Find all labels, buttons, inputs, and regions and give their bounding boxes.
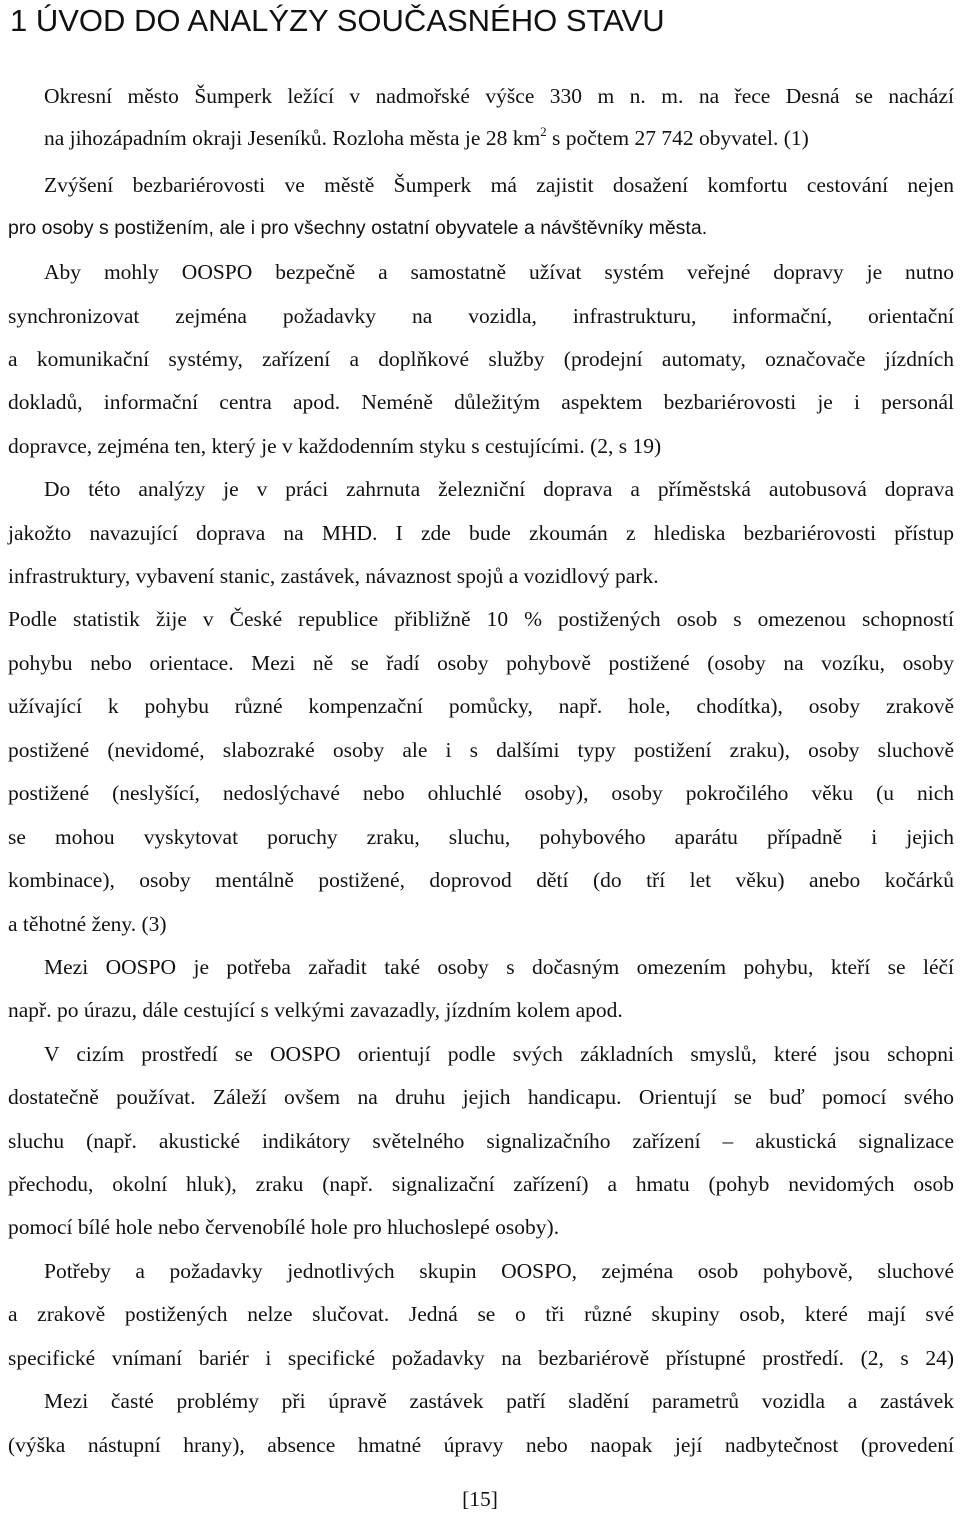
text-line: se mohou vyskytovat poruchy zraku, sluchu, pohybového aparátu případně i jejich bbox=[8, 825, 954, 849]
text-line: Mezi časté problémy při úpravě zastávek patří sladění parametrů vozidla a zastávek bbox=[44, 1389, 954, 1413]
text-line: a těhotné ženy. (3) bbox=[8, 912, 167, 936]
text-line: dostatečně používat. Záleží ovšem na druhu jejich handicapu. Orientují se buď pomocí svého bbox=[8, 1085, 954, 1109]
section-heading: 1 ÚVOD DO ANALÝZY SOUČASNÉHO STAVU bbox=[10, 3, 665, 38]
text-line bbox=[44, 116, 954, 160]
text-line: Aby mohly OOSPO bezpečně a samostatně užívat systém veřejné dopravy je nutno bbox=[44, 260, 954, 284]
text-line: (výška nástupní hrany), absence hmatné úpravy nebo naopak její nadbytečnost (provedení bbox=[8, 1433, 954, 1457]
text-line: Do této analýzy je v práci zahrnuta železniční doprava a příměstská autobusová doprava bbox=[44, 477, 954, 501]
text-line: postižené (nevidomé, slabozraké osoby ale i s dalšími typy postižení zraku), osoby sluchově bbox=[8, 738, 954, 762]
text-line: a zrakově postižených nelze slučovat. Jedná se o tři různé skupiny osob, které mají své bbox=[8, 1302, 954, 1326]
text-line: Potřeby a požadavky jednotlivých skupin OOSPO, zejména osob pohybově, sluchové bbox=[44, 1259, 954, 1283]
page-number: [15] bbox=[462, 1487, 498, 1511]
text-line: pro osoby s postižením, ale i pro všechny ostatní obyvatele a návštěvníky města. bbox=[8, 217, 708, 239]
text-line: Mezi OOSPO je potřeba zařadit také osoby s dočasným omezením pohybu, kteří se léčí bbox=[44, 955, 954, 979]
text-span: s počtem 27 742 obyvatel. (1) bbox=[546, 126, 809, 150]
text-line: a komunikační systémy, zařízení a doplňkové služby (prodejní automaty, označovače jízdních bbox=[8, 347, 954, 371]
text-line: dopravce, zejména ten, který je v každodenním styku s cestujícími. (2, s 19) bbox=[8, 434, 662, 458]
text-line: pohybu nebo orientace. Mezi ně se řadí osoby pohybově postižené (osoby na vozíku, osoby bbox=[8, 651, 954, 675]
text-line: postižené (neslyšící, nedoslýchavé nebo ohluchlé osoby), osoby pokročilého věku (u nich bbox=[8, 781, 954, 805]
text-line: synchronizovat zejména požadavky na vozidla, infrastrukturu, informační, orientační bbox=[8, 304, 954, 328]
text-line: užívající k pohybu různé kompenzační pomůcky, např. hole, chodítka), osoby zrakově bbox=[8, 694, 954, 718]
text-span: na jihozápadním okraji Jeseníků. Rozloha města je 28 km bbox=[44, 126, 541, 150]
text-line: Podle statistik žije v České republice přibližně 10 % postižených osob s omezenou schopností bbox=[8, 607, 954, 631]
text-line: specifické vnímaní bariér i specifické požadavky na bezbariérově přístupné prostředí. (2, s 24) bbox=[8, 1346, 954, 1370]
text-line: V cizím prostředí se OOSPO orientují podle svých základních smyslů, které jsou schopni bbox=[44, 1042, 954, 1066]
text-line: např. po úrazu, dále cestující s velkými zavazadly, jízdním kolem apod. bbox=[8, 998, 623, 1022]
text-line: Okresní město Šumperk ležící v nadmořské výšce 330 m n. m. na řece Desná se nachází bbox=[44, 84, 954, 108]
text-line: pomocí bílé hole nebo červenobílé hole pro hluchoslepé osoby). bbox=[8, 1215, 560, 1239]
superscript: 2 bbox=[540, 124, 547, 139]
text-line: kombinace), osoby mentálně postižené, doprovod dětí (do tří let věku) anebo kočárků bbox=[8, 868, 954, 892]
text-line: dokladů, informační centra apod. Neméně důležitým aspektem bezbariérovosti je i personál bbox=[8, 390, 954, 414]
text-line: infrastruktury, vybavení stanic, zastávek, návaznost spojů a vozidlový park. bbox=[8, 564, 659, 588]
text-line: jakožto navazující doprava na MHD. I zde bude zkoumán z hlediska bezbariérovosti přístup bbox=[8, 521, 954, 545]
text-line: přechodu, okolní hluk), zraku (např. signalizační zařízení) a hmatu (pohyb nevidomých osob bbox=[8, 1172, 954, 1196]
text-line: Zvýšení bezbariérovosti ve městě Šumperk má zajistit dosažení komfortu cestování nejen bbox=[44, 173, 954, 197]
text-line: sluchu (např. akustické indikátory světelného signalizačního zařízení – akustická signalizace bbox=[8, 1129, 954, 1153]
